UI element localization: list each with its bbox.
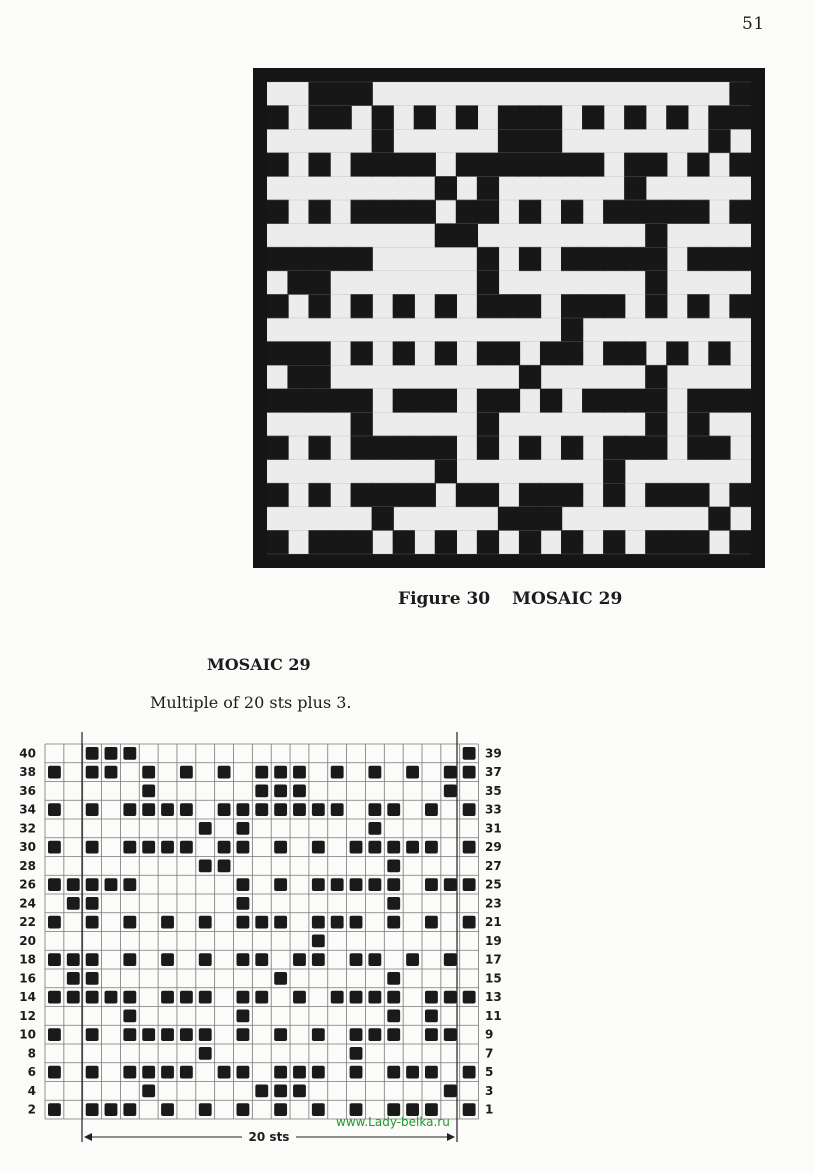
chart-cell-dark xyxy=(123,1103,136,1116)
chart-cell-dark xyxy=(274,972,287,985)
row-label-left: 18 xyxy=(19,952,36,967)
chart-cell-dark xyxy=(142,766,155,779)
chart-cell-dark xyxy=(274,1066,287,1079)
chart-cell-dark xyxy=(406,841,419,854)
row-label-right: 29 xyxy=(485,840,502,855)
chart-cell-dark xyxy=(237,878,250,891)
row-label-left: 16 xyxy=(19,971,36,986)
row-label-right: 11 xyxy=(485,1008,502,1023)
chart-cell-dark xyxy=(123,953,136,966)
chart-cell-dark xyxy=(368,1028,381,1041)
chart-cell-dark xyxy=(199,991,212,1004)
chart-cell-dark xyxy=(350,878,363,891)
chart-cell-dark xyxy=(86,1066,99,1079)
chart-cell-dark xyxy=(199,1103,212,1116)
row-label-right: 7 xyxy=(485,1046,494,1061)
chart-cell-dark xyxy=(368,766,381,779)
row-label-left: 22 xyxy=(19,915,36,930)
chart-cell-dark xyxy=(48,1103,61,1116)
chart-cell-dark xyxy=(105,766,118,779)
chart-cell-dark xyxy=(387,878,400,891)
chart-cell-dark xyxy=(161,953,174,966)
chart-cell-dark xyxy=(180,991,193,1004)
row-label-left: 26 xyxy=(19,877,36,892)
chart-cell-dark xyxy=(161,991,174,1004)
chart-cell-dark xyxy=(425,1028,438,1041)
chart-cell-dark xyxy=(86,972,99,985)
chart-cell-dark xyxy=(237,803,250,816)
chart-cell-dark xyxy=(237,897,250,910)
chart-cell-dark xyxy=(86,766,99,779)
page-number: 51 xyxy=(742,14,765,34)
chart-cell-dark xyxy=(293,766,306,779)
chart-cell-dark xyxy=(142,841,155,854)
row-label-right: 27 xyxy=(485,858,502,873)
chart-cell-dark xyxy=(444,991,457,1004)
chart-cell-dark xyxy=(142,785,155,798)
row-label-left: 40 xyxy=(19,746,36,761)
row-label-left: 28 xyxy=(19,858,36,873)
chart-cell-dark xyxy=(463,803,476,816)
chart-cell-dark xyxy=(161,916,174,929)
row-label-right: 33 xyxy=(485,802,502,817)
chart-cell-dark xyxy=(237,1028,250,1041)
chart-cell-dark xyxy=(123,747,136,760)
chart-cell-dark xyxy=(237,916,250,929)
chart-cell-dark xyxy=(406,766,419,779)
row-label-left: 10 xyxy=(19,1027,36,1042)
row-label-left: 4 xyxy=(27,1083,36,1098)
chart-cell-dark xyxy=(237,991,250,1004)
figure-name: MOSAIC 29 xyxy=(512,589,623,609)
chart-cell-dark xyxy=(123,1066,136,1079)
chart-cell-dark xyxy=(368,822,381,835)
right-row-labels xyxy=(485,746,502,1116)
chart-cell-dark xyxy=(180,841,193,854)
chart-cell-dark xyxy=(293,803,306,816)
chart-cell-dark xyxy=(123,991,136,1004)
chart-cell-dark xyxy=(463,1066,476,1079)
chart-cell-dark xyxy=(312,1028,325,1041)
chart-grid xyxy=(45,744,479,1119)
chart-cell-dark xyxy=(312,916,325,929)
chart-cell-dark xyxy=(180,1066,193,1079)
chart-cell-dark xyxy=(368,953,381,966)
repeat-marker xyxy=(82,732,457,1144)
chart-cell-dark xyxy=(463,747,476,760)
chart-cell-dark xyxy=(123,1010,136,1023)
row-label-left: 24 xyxy=(19,896,36,911)
chart-cell-dark xyxy=(199,953,212,966)
chart-cell-dark xyxy=(387,1028,400,1041)
arrowhead-right-icon xyxy=(447,1133,455,1141)
chart-cell-dark xyxy=(293,785,306,798)
chart-cell-dark xyxy=(387,897,400,910)
chart-cell-dark xyxy=(237,841,250,854)
chart-cell-dark xyxy=(350,1047,363,1060)
chart-cell-dark xyxy=(105,747,118,760)
chart-cell-dark xyxy=(312,1103,325,1116)
chart-cell-dark xyxy=(444,953,457,966)
pattern-title: MOSAIC 29 xyxy=(207,655,311,674)
chart-cell-dark xyxy=(406,953,419,966)
chart-cell-dark xyxy=(105,1103,118,1116)
row-label-right: 25 xyxy=(485,877,502,892)
arrowhead-left-icon xyxy=(84,1133,92,1141)
chart-cell-dark xyxy=(425,1010,438,1023)
chart-cell-dark xyxy=(425,841,438,854)
row-label-left: 2 xyxy=(27,1102,36,1117)
chart-cell-dark xyxy=(255,1085,268,1098)
chart-cell-dark xyxy=(425,916,438,929)
chart-cell-dark xyxy=(86,878,99,891)
row-label-right: 35 xyxy=(485,783,502,798)
chart-cell-dark xyxy=(67,991,80,1004)
chart-cell-dark xyxy=(312,803,325,816)
row-label-right: 1 xyxy=(485,1102,494,1117)
chart-cell-dark xyxy=(331,916,344,929)
chart-cell-dark xyxy=(368,991,381,1004)
chart-cell-dark xyxy=(463,766,476,779)
chart-cell-dark xyxy=(368,803,381,816)
chart-cell-dark xyxy=(180,1028,193,1041)
figure-label: Figure 30 xyxy=(398,589,491,609)
row-label-left: 36 xyxy=(19,783,36,798)
watermark: www.Lady-belka.ru xyxy=(336,1115,450,1129)
chart-cell-dark xyxy=(48,803,61,816)
chart-cell-dark xyxy=(199,822,212,835)
row-label-right: 21 xyxy=(485,915,502,930)
chart-cell-dark xyxy=(86,991,99,1004)
chart-cell-dark xyxy=(142,1085,155,1098)
chart-cell-dark xyxy=(237,822,250,835)
chart-cell-dark xyxy=(255,785,268,798)
row-label-right: 23 xyxy=(485,896,502,911)
chart-cell-dark xyxy=(48,991,61,1004)
chart-cell-dark xyxy=(331,766,344,779)
stitch-multiple-note: Multiple of 20 sts plus 3. xyxy=(150,693,352,712)
row-label-left: 12 xyxy=(19,1008,36,1023)
chart-cell-dark xyxy=(123,803,136,816)
chart-cell-dark xyxy=(312,1066,325,1079)
chart-cell-dark xyxy=(387,1010,400,1023)
chart-cell-dark xyxy=(444,1085,457,1098)
chart-cell-dark xyxy=(387,841,400,854)
row-label-right: 9 xyxy=(485,1027,494,1042)
chart-cell-dark xyxy=(463,841,476,854)
chart-cell-dark xyxy=(312,878,325,891)
chart-cell-dark xyxy=(218,1066,231,1079)
chart-cell-dark xyxy=(237,1066,250,1079)
chart-cell-dark xyxy=(387,860,400,873)
chart-cell-dark xyxy=(161,1066,174,1079)
chart-cell-dark xyxy=(67,897,80,910)
row-label-right: 3 xyxy=(485,1083,494,1098)
chart-cell-dark xyxy=(123,878,136,891)
chart-cell-dark xyxy=(218,803,231,816)
chart-cell-dark xyxy=(444,878,457,891)
chart-cell-dark xyxy=(67,953,80,966)
chart-cell-dark xyxy=(387,803,400,816)
row-label-right: 39 xyxy=(485,746,502,761)
chart-cell-dark xyxy=(142,1066,155,1079)
chart-cell-dark xyxy=(255,991,268,1004)
chart-cell-dark xyxy=(48,878,61,891)
row-label-left: 38 xyxy=(19,765,36,780)
row-label-right: 31 xyxy=(485,821,502,836)
chart-cell-dark xyxy=(180,766,193,779)
chart-cell-dark xyxy=(331,991,344,1004)
chart-cell-dark xyxy=(463,1103,476,1116)
chart-cell-dark xyxy=(274,785,287,798)
chart-cell-dark xyxy=(161,1103,174,1116)
chart-cell-dark xyxy=(255,803,268,816)
chart-cell-dark xyxy=(293,1085,306,1098)
chart-cell-dark xyxy=(274,841,287,854)
chart-cell-dark xyxy=(312,935,325,948)
chart-cell-dark xyxy=(312,841,325,854)
chart-cell-dark xyxy=(161,841,174,854)
chart-cell-dark xyxy=(199,860,212,873)
chart-cell-dark xyxy=(161,803,174,816)
chart-cell-dark xyxy=(218,860,231,873)
chart-cell-dark xyxy=(274,766,287,779)
chart-cell-dark xyxy=(350,841,363,854)
chart-cell-dark xyxy=(48,916,61,929)
chart-cell-dark xyxy=(274,803,287,816)
chart-cell-dark xyxy=(444,766,457,779)
chart-cell-dark xyxy=(463,991,476,1004)
chart-cell-dark xyxy=(86,953,99,966)
chart-cell-dark xyxy=(67,878,80,891)
chart-cell-dark xyxy=(237,1103,250,1116)
chart-cell-dark xyxy=(444,785,457,798)
chart-cell-dark xyxy=(86,1103,99,1116)
chart-cell-dark xyxy=(48,953,61,966)
chart-cell-dark xyxy=(237,953,250,966)
chart-cell-dark xyxy=(444,1028,457,1041)
chart-cell-dark xyxy=(293,1066,306,1079)
chart-cell-dark xyxy=(274,916,287,929)
chart-cell-dark xyxy=(199,1047,212,1060)
chart-cell-dark xyxy=(218,841,231,854)
chart-cell-dark xyxy=(406,1066,419,1079)
chart-cell-dark xyxy=(255,766,268,779)
chart-cell-dark xyxy=(425,1066,438,1079)
row-label-left: 32 xyxy=(19,821,36,836)
chart-cell-dark xyxy=(425,991,438,1004)
chart-cell-dark xyxy=(387,1066,400,1079)
chart-cell-dark xyxy=(123,916,136,929)
chart-cell-dark xyxy=(86,841,99,854)
chart-cell-dark xyxy=(218,766,231,779)
row-label-right: 19 xyxy=(485,933,502,948)
chart-cell-dark xyxy=(350,1066,363,1079)
row-label-right: 17 xyxy=(485,952,502,967)
chart-cell-dark xyxy=(142,803,155,816)
chart-cell-dark xyxy=(86,897,99,910)
chart-cell-dark xyxy=(331,878,344,891)
chart-cell-dark xyxy=(425,803,438,816)
chart-cell-dark xyxy=(255,916,268,929)
chart-cell-dark xyxy=(293,953,306,966)
chart-cell-dark xyxy=(350,953,363,966)
chart-cell-dark xyxy=(463,878,476,891)
row-label-right: 37 xyxy=(485,765,502,780)
chart-cell-dark xyxy=(161,1028,174,1041)
chart-cell-dark xyxy=(274,1085,287,1098)
row-label-left: 30 xyxy=(19,840,36,855)
row-label-right: 13 xyxy=(485,990,502,1005)
chart-cell-dark xyxy=(274,1103,287,1116)
chart-cell-dark xyxy=(199,916,212,929)
row-label-left: 14 xyxy=(19,990,36,1005)
row-label-right: 15 xyxy=(485,971,502,986)
chart-cell-dark xyxy=(123,1028,136,1041)
chart-cell-dark xyxy=(312,953,325,966)
chart-cell-dark xyxy=(48,1066,61,1079)
chart-cell-dark xyxy=(48,841,61,854)
chart-cell-dark xyxy=(180,803,193,816)
repeat-label: 20 sts xyxy=(248,1130,290,1144)
chart-cell-dark xyxy=(105,991,118,1004)
chart-cell-dark xyxy=(387,916,400,929)
chart-cell-dark xyxy=(293,991,306,1004)
chart-cell-dark xyxy=(350,1028,363,1041)
chart-cell-dark xyxy=(255,953,268,966)
chart-cell-dark xyxy=(425,878,438,891)
chart-cell-dark xyxy=(387,972,400,985)
chart-cell-dark xyxy=(123,841,136,854)
chart-cell-dark xyxy=(350,916,363,929)
left-row-labels xyxy=(19,746,36,1116)
chart-cell-dark xyxy=(387,991,400,1004)
chart-cell-dark xyxy=(274,878,287,891)
chart-cell-dark xyxy=(86,747,99,760)
chart-cell-dark xyxy=(331,803,344,816)
chart-cell-dark xyxy=(86,803,99,816)
chart-cell-dark xyxy=(368,878,381,891)
chart-cell-dark xyxy=(86,916,99,929)
chart-cell-dark xyxy=(48,1028,61,1041)
chart-cell-dark xyxy=(368,841,381,854)
chart-cell-dark xyxy=(350,991,363,1004)
chart-cell-dark xyxy=(237,1010,250,1023)
chart-cell-dark xyxy=(48,766,61,779)
chart-cell-dark xyxy=(105,878,118,891)
row-label-left: 20 xyxy=(19,933,36,948)
chart-cell-dark xyxy=(67,972,80,985)
chart-cell-dark xyxy=(274,1028,287,1041)
chart-cell-dark xyxy=(463,916,476,929)
chart-cell-dark xyxy=(86,1028,99,1041)
chart-cell-dark xyxy=(199,1028,212,1041)
row-label-right: 5 xyxy=(485,1065,494,1080)
row-label-left: 6 xyxy=(27,1065,36,1080)
chart-cell-dark xyxy=(142,1028,155,1041)
row-label-left: 8 xyxy=(27,1046,36,1061)
row-label-left: 34 xyxy=(19,802,36,817)
